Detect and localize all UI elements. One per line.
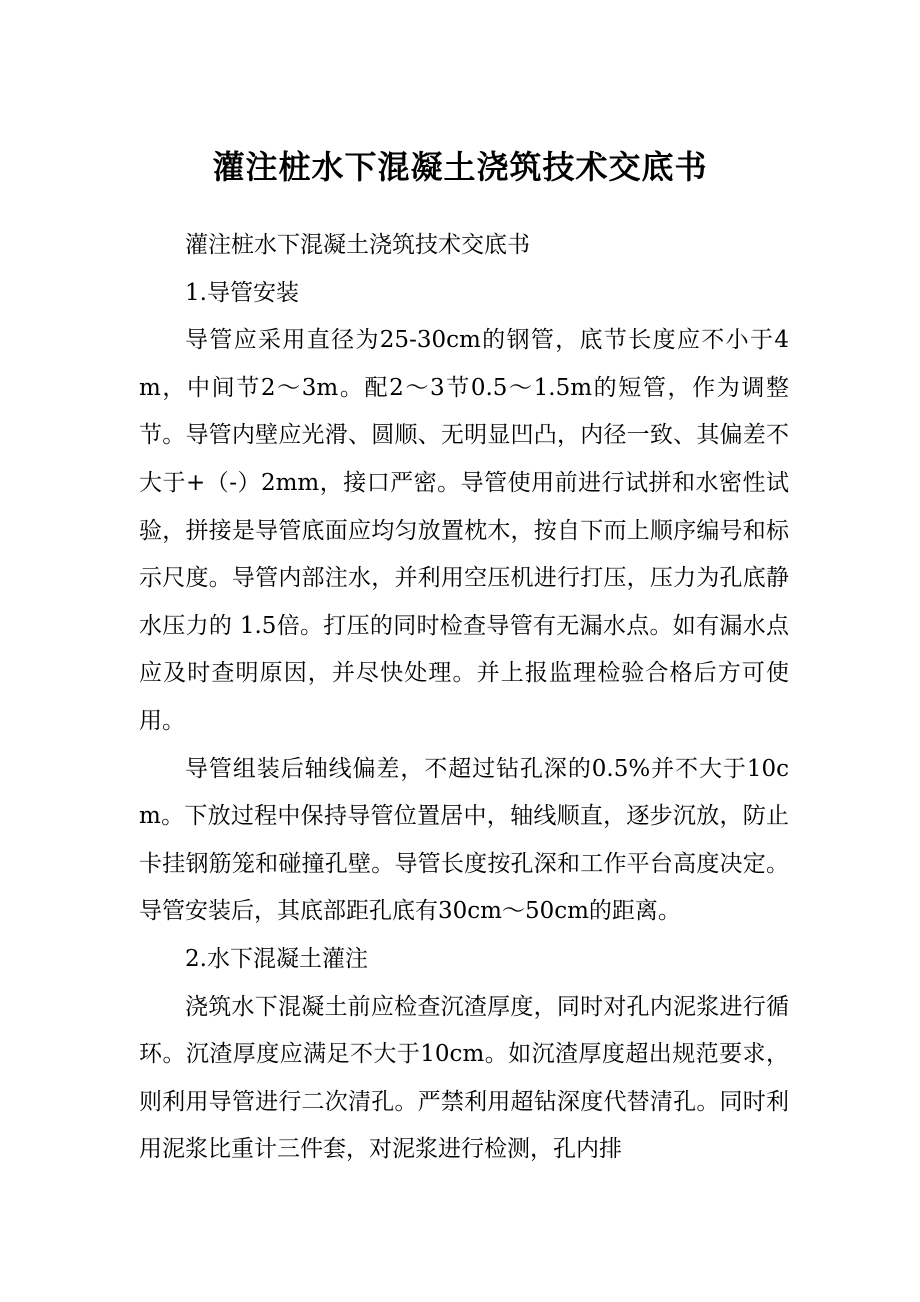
paragraph-conduit-assembly: 导管组装后轴线偏差，不超过钻孔深的0.5%并不大于10cm。下放过程中保持导管位置居中，轴线顺直，逐步沉放，防止卡挂钢筋笼和碰撞孔壁。导管长度按孔深和工作平台高度决定。导管安装后，其底部距孔底有30cm～50cm的距离。 <box>139 755 789 925</box>
section-heading-conduit-installation: 1.导管安装 <box>185 279 299 306</box>
paragraph-sediment-check: 浇筑水下混凝土前应检查沉渣厚度，同时对孔内泥浆进行循环。沉渣厚度应满足不大于10cm。如沉渣厚度超出规范要求，则利用导管进行二次清孔。严禁利用超钻深度代替清孔。同时利用泥浆比重计三件套，对泥浆进行检测，孔内排 <box>139 993 789 1163</box>
paragraph-subtitle: 灌注桩水下混凝土浇筑技术交底书 <box>185 232 530 258</box>
document-title: 灌注桩水下混凝土浇筑技术交底书 <box>212 148 708 186</box>
section-heading-underwater-pouring: 2.水下混凝土灌注 <box>185 945 368 972</box>
document-body <box>139 222 789 1174</box>
paragraph-conduit-specs: 导管应采用直径为25-30cm的钢管，底节长度应不小于4m，中间节2～3m。配2～3节0.5～1.5m的短管，作为调整节。导管内壁应光滑、圆顺、无明显凹凸，内径一致、其偏差不大于+（-）2mm，接口严密。导管使用前进行试拼和水密性试验，拼接是导管底面应均匀放置枕木，按自下而上顺序编号和标示尺度。导管内部注水，并利用空压机进行打压，压力为孔底静水压力的 1.5倍。打压的同时检查导管有无漏水点。如有漏水点应及时查明原因，并尽快处理。并上报监理检验合格后方可使用。 <box>139 327 789 734</box>
